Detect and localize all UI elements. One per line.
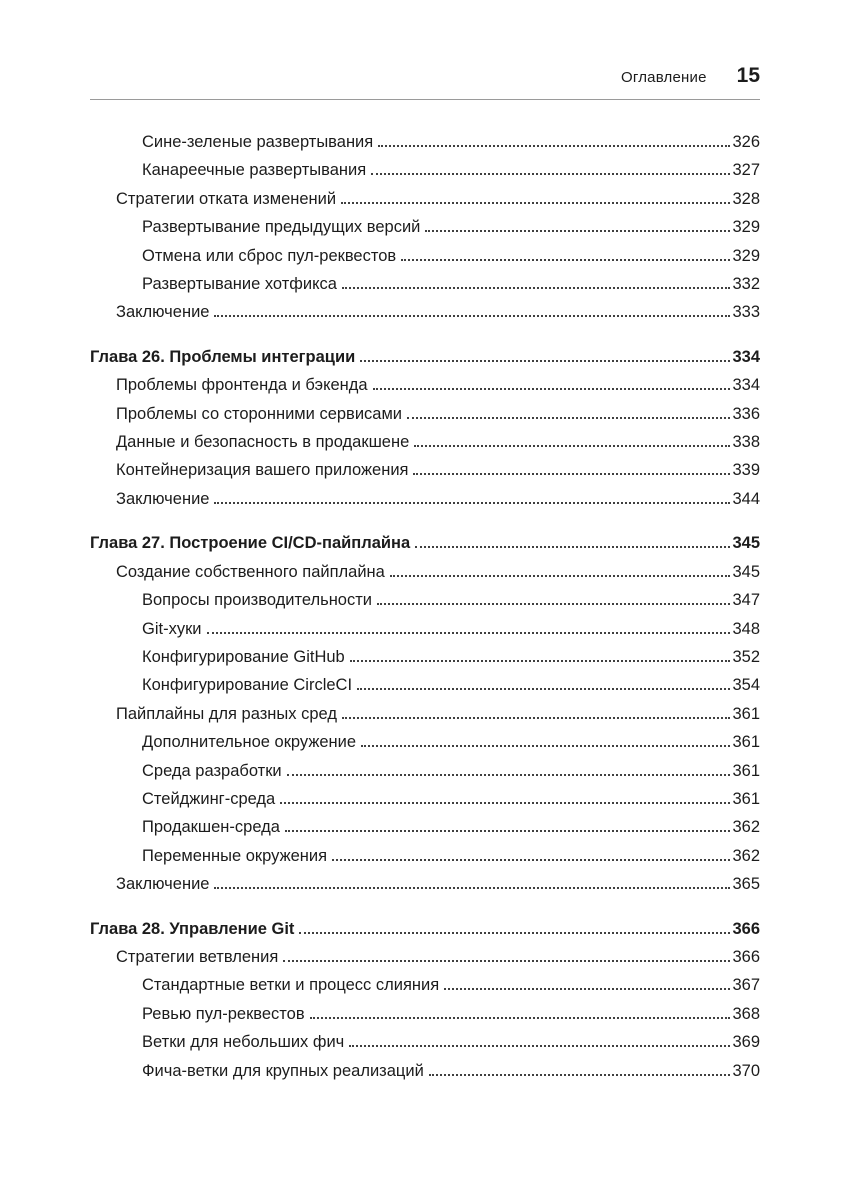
toc-dotted-leader xyxy=(214,887,730,889)
toc-entry-label: Переменные окружения xyxy=(142,846,328,865)
toc-entry-label: Стратегии отката изменений xyxy=(116,189,337,208)
toc-entry-page: 329 xyxy=(732,246,760,265)
toc-entry-page: 336 xyxy=(732,404,760,423)
toc-dotted-leader xyxy=(429,1074,731,1076)
toc-dotted-leader xyxy=(407,417,730,419)
toc-dotted-leader xyxy=(401,259,730,261)
toc-entry-subsection xyxy=(90,128,760,156)
toc-entry-page: 338 xyxy=(732,433,760,452)
toc-entry-label: Git-хуки xyxy=(142,619,202,638)
toc-entry-label: Вопросы производительности xyxy=(142,591,373,610)
toc-entry-page: 352 xyxy=(732,647,760,666)
toc-entry-label: Стратегии ветвления xyxy=(116,947,279,966)
toc-entry-page: 366 xyxy=(732,919,760,938)
toc-entry-page: 361 xyxy=(732,789,760,808)
toc-dotted-leader xyxy=(413,473,730,475)
toc-entry-label: Стандартные ветки и процесс слияния xyxy=(142,976,440,995)
toc-entry-page: 368 xyxy=(732,1004,760,1023)
toc-dotted-leader xyxy=(349,1045,730,1047)
toc-entry-subsection xyxy=(90,242,760,270)
toc-entry-label: Канареечные развертывания xyxy=(142,161,367,180)
toc-entry-page: 328 xyxy=(732,189,760,208)
toc-entry-section xyxy=(90,456,760,484)
toc-dotted-leader xyxy=(373,388,731,390)
toc-entry-page: 362 xyxy=(732,846,760,865)
toc-list xyxy=(90,128,760,1085)
toc-entry-subsection xyxy=(90,728,760,756)
toc-entry-label: Глава 26. Проблемы интеграции xyxy=(90,347,356,366)
toc-entry-page: 367 xyxy=(732,976,760,995)
toc-dotted-leader xyxy=(444,988,730,990)
toc-dotted-leader xyxy=(360,360,730,362)
toc-entry-label: Конфигурирование GitHub xyxy=(142,647,345,666)
toc-entry-page: 366 xyxy=(732,947,760,966)
toc-entry-label: Заключение xyxy=(116,489,210,508)
toc-entry-subsection xyxy=(90,586,760,614)
toc-entry-label: Ветки для небольших фич xyxy=(142,1033,345,1052)
toc-dotted-leader xyxy=(207,632,731,634)
toc-entry-page: 345 xyxy=(732,562,760,581)
toc-entry-label: Глава 28. Управление Git xyxy=(90,919,295,938)
toc-entry-label: Дополнительное окружение xyxy=(142,733,357,752)
toc-dotted-leader xyxy=(341,202,730,204)
toc-entry-label: Конфигурирование CircleCI xyxy=(142,676,353,695)
toc-entry-subsection xyxy=(90,757,760,785)
toc-entry-page: 339 xyxy=(732,461,760,480)
toc-entry-subsection xyxy=(90,615,760,643)
toc-entry-page: 345 xyxy=(732,534,760,553)
toc-entry-page: 361 xyxy=(732,704,760,723)
toc-entry-label: Развертывание предыдущих версий xyxy=(142,218,421,237)
toc-dotted-leader xyxy=(361,745,730,747)
toc-entry-page: 348 xyxy=(732,619,760,638)
toc-dotted-leader xyxy=(342,287,731,289)
toc-entry-label: Среда разработки xyxy=(142,761,282,780)
toc-entry-label: Данные и безопасность в продакшене xyxy=(116,433,410,452)
toc-entry-page: 326 xyxy=(732,133,760,151)
toc-dotted-leader xyxy=(415,546,730,548)
toc-entry-label: Пайплайны для разных сред xyxy=(116,704,337,723)
toc-dotted-leader xyxy=(378,145,730,147)
toc-entry-label: Сине-зеленые развертывания xyxy=(142,133,374,151)
toc-entry-label: Заключение xyxy=(116,875,210,894)
toc-entry-subsection xyxy=(90,1000,760,1028)
toc-entry-section xyxy=(90,485,760,513)
toc-entry-page: 327 xyxy=(732,161,760,180)
page-header xyxy=(90,64,760,100)
toc-entry-subsection xyxy=(90,213,760,241)
toc-entry-page: 332 xyxy=(732,275,760,294)
toc-entry-page: 329 xyxy=(732,218,760,237)
toc-entry-chapter xyxy=(90,529,760,557)
toc-entry-page: 369 xyxy=(732,1033,760,1052)
toc-entry-page: 354 xyxy=(732,676,760,695)
toc-dotted-leader xyxy=(414,445,730,447)
toc-entry-label: Создание собственного пайплайна xyxy=(116,562,385,581)
toc-entry-section xyxy=(90,700,760,728)
toc-entry-label: Ревью пул-реквестов xyxy=(142,1004,305,1023)
toc-entry-label: Продакшен-среда xyxy=(142,818,280,837)
toc-entry-subsection xyxy=(90,785,760,813)
toc-entry-page: 365 xyxy=(732,875,760,894)
header-page-number: 15 xyxy=(736,64,760,87)
toc-entry-label: Глава 27. Построение CI/CD-пайплайна xyxy=(90,534,411,553)
toc-dotted-leader xyxy=(285,830,731,832)
toc-entry-page: 361 xyxy=(732,761,760,780)
toc-dotted-leader xyxy=(371,173,730,175)
toc-entry-label: Проблемы фронтенда и бэкенда xyxy=(116,376,368,395)
toc-entry-page: 344 xyxy=(732,489,760,508)
header-section-title: Оглавление xyxy=(621,69,707,86)
toc-entry-label: Фича-ветки для крупных реализаций xyxy=(142,1061,424,1080)
toc-dotted-leader xyxy=(390,575,731,577)
toc-dotted-leader xyxy=(425,230,730,232)
toc-dotted-leader xyxy=(214,502,730,504)
toc-entry-section xyxy=(90,558,760,586)
toc-dotted-leader xyxy=(280,802,730,804)
toc-entry-subsection xyxy=(90,813,760,841)
toc-entry-subsection xyxy=(90,842,760,870)
toc-entry-page: 347 xyxy=(732,591,760,610)
toc-dotted-leader xyxy=(377,603,730,605)
toc-dotted-leader xyxy=(287,774,731,776)
toc-dotted-leader xyxy=(310,1017,731,1019)
toc-entry-page: 333 xyxy=(732,303,760,322)
toc-entry-section xyxy=(90,870,760,898)
toc-entry-section xyxy=(90,400,760,428)
toc-entry-page: 370 xyxy=(732,1061,760,1080)
toc-entry-chapter xyxy=(90,343,760,371)
toc-entry-page: 334 xyxy=(732,347,760,366)
toc-entry-label: Заключение xyxy=(116,303,210,322)
toc-entry-section xyxy=(90,298,760,326)
toc-entry-subsection xyxy=(90,671,760,699)
toc-dotted-leader xyxy=(214,315,730,317)
toc-dotted-leader xyxy=(350,660,731,662)
toc-entry-subsection xyxy=(90,156,760,184)
toc-entry-label: Развертывание хотфикса xyxy=(142,275,337,294)
toc-entry-label: Стейджинг-среда xyxy=(142,789,276,808)
toc-dotted-leader xyxy=(283,960,730,962)
toc-dotted-leader xyxy=(332,859,730,861)
toc-entry-label: Контейнеризация вашего приложения xyxy=(116,461,409,480)
toc-entry-label: Отмена или сброс пул-реквестов xyxy=(142,246,397,265)
toc-entry-subsection xyxy=(90,643,760,671)
toc-entry-subsection xyxy=(90,1057,760,1085)
toc-entry-label: Проблемы со сторонними сервисами xyxy=(116,404,403,423)
toc-entry-chapter xyxy=(90,915,760,943)
toc-entry-section xyxy=(90,185,760,213)
toc-entry-page: 361 xyxy=(732,733,760,752)
toc-entry-section xyxy=(90,943,760,971)
toc-dotted-leader xyxy=(357,688,730,690)
toc-entry-page: 362 xyxy=(732,818,760,837)
toc-entry-subsection xyxy=(90,1028,760,1056)
toc-entry-page: 334 xyxy=(732,376,760,395)
toc-dotted-leader xyxy=(342,717,731,719)
toc-entry-subsection xyxy=(90,971,760,999)
toc-entry-subsection xyxy=(90,270,760,298)
toc-entry-section xyxy=(90,371,760,399)
toc-dotted-leader xyxy=(299,932,730,934)
toc-entry-section xyxy=(90,428,760,456)
